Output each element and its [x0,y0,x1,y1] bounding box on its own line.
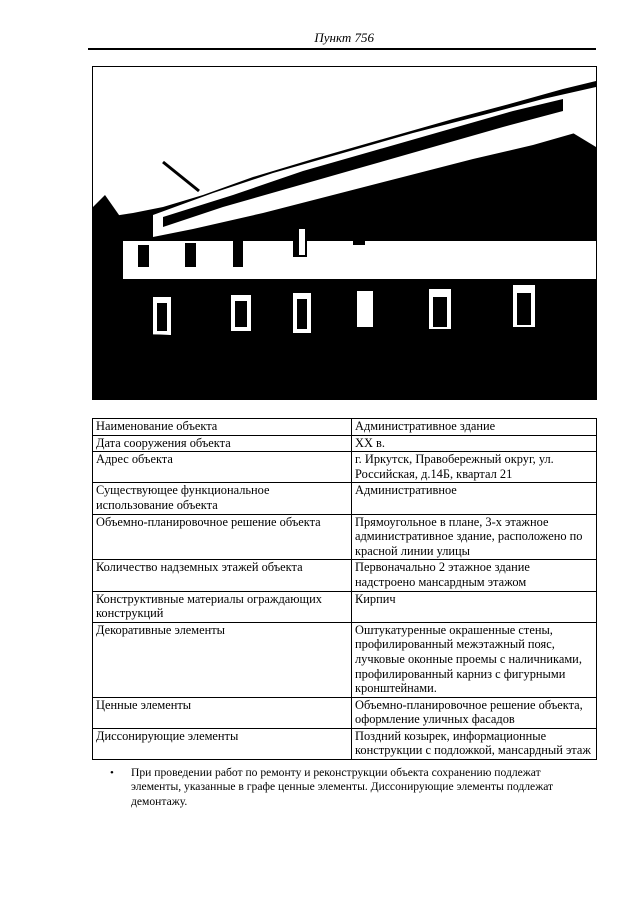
object-info-table [92,418,597,760]
building-photo [92,66,597,400]
table-row [93,419,597,436]
table-row [93,622,597,697]
row-value: Объемно-планировочное решение объекта, оформление уличных фасадов [352,697,597,728]
bullet-icon: • [110,767,114,779]
row-value: Административное здание [352,419,597,436]
row-key: Конструктивные материалы ограждающих конструкций [93,591,352,622]
row-key: Количество надземных этажей объекта [93,560,352,591]
table-row [93,483,597,514]
row-key: Дата сооружения объекта [93,435,352,452]
row-key: Адрес объекта [93,452,352,483]
row-value: Первоначально 2 этажное здание надстроено мансардным этажом [352,560,597,591]
table-row [93,514,597,560]
row-key: Декоративные элементы [93,622,352,697]
page-header [88,28,596,50]
row-key: Ценные элементы [93,697,352,728]
row-key: Существующее функциональное использование объекта [93,483,352,514]
row-key: Наименование объекта [93,419,352,436]
row-key: Диссонирующие элементы [93,728,352,759]
header-rule [88,48,596,50]
note-text: При проведении работ по ремонту и реконструкции объекта сохранению подлежат элементы, указанные в графе ценные элементы. Диссонирующие элементы подлежат демонтажу. [131,766,554,808]
table-row [93,591,597,622]
row-value: XX в. [352,435,597,452]
page-title: Пункт 756 [314,30,374,45]
row-value: Административное [352,483,597,514]
table-row [93,728,597,759]
row-key: Объемно-планировочное решение объекта [93,514,352,560]
preservation-note [110,766,588,809]
row-value: г. Иркутск, Правобережный округ, ул. Российская, д.14Б, квартал 21 [352,452,597,483]
row-value: Кирпич [352,591,597,622]
table-row [93,560,597,591]
table-row [93,435,597,452]
table-row [93,697,597,728]
row-value: Оштукатуренные окрашенные стены, профилированный межэтажный пояс, лучковые оконные проемы с наличниками, профилированный карниз с фигурными кронштейнами. [352,622,597,697]
row-value: Прямоугольное в плане, 3-х этажное административное здание, расположено по красной линии улицы [352,514,597,560]
table-row [93,452,597,483]
row-value: Поздний козырек, информационные конструкции с подложкой, мансардный этаж [352,728,597,759]
